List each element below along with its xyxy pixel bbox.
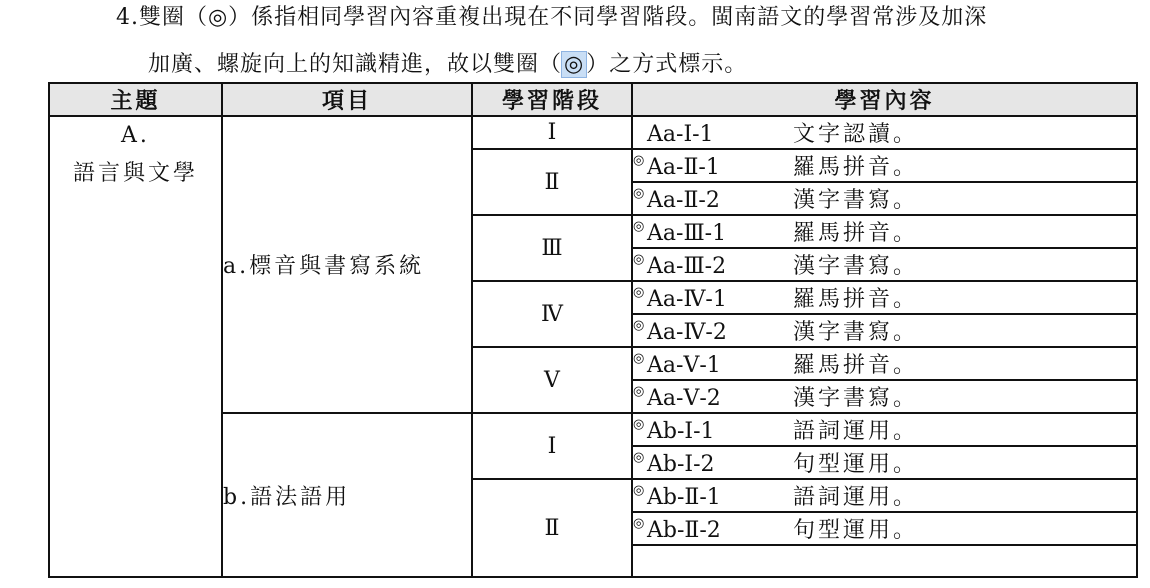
- intro-line-2-end: ）之方式標示。: [586, 52, 748, 77]
- content-code: Ab-Ⅰ-2: [647, 452, 715, 477]
- table-header-row: [49, 83, 1137, 116]
- content-code: Aa-Ⅳ-2: [647, 320, 727, 345]
- double-circle-mark: ◎: [633, 384, 645, 399]
- content-desc: 羅馬拼音。: [793, 353, 919, 378]
- theme-name: 語言與文學: [72, 161, 198, 186]
- content-desc: 語詞運用。: [793, 419, 919, 444]
- header-content: 學習內容: [632, 83, 1137, 116]
- double-circle-highlight: ◎: [564, 52, 585, 77]
- double-circle-mark: ◎: [633, 417, 645, 432]
- theme-cell: [49, 116, 222, 577]
- item-b-cell: b.語法語用: [222, 413, 472, 577]
- content-code: Aa-Ⅴ-2: [647, 386, 721, 411]
- content-cell: [632, 116, 1137, 149]
- stage-cell: Ⅲ: [472, 215, 632, 281]
- content-code: Aa-Ⅲ-2: [647, 254, 727, 279]
- double-circle-mark: ◎: [633, 153, 645, 168]
- content-code: Aa-Ⅱ-2: [647, 188, 720, 213]
- content-desc: 漢字書寫。: [793, 320, 919, 345]
- double-circle-mark: ◎: [633, 483, 645, 498]
- content-desc: 句型運用。: [793, 518, 919, 543]
- double-circle-mark: ◎: [633, 351, 645, 366]
- content-cell: [632, 314, 1137, 347]
- content-code: Ab-Ⅱ-2: [647, 518, 721, 543]
- content-desc: 文字認讀。: [793, 122, 919, 147]
- content-code: Aa-Ⅰ-1: [647, 122, 714, 147]
- content-desc: 羅馬拼音。: [793, 287, 919, 312]
- intro-line-2-text: 加廣、螺旋向上的知識精進，故以雙圈（: [148, 52, 563, 77]
- double-circle-mark: ◎: [633, 219, 645, 234]
- double-circle-mark: ◎: [633, 450, 645, 465]
- double-circle-mark: ◎: [633, 252, 645, 267]
- double-circle-mark: ◎: [633, 285, 645, 300]
- stage-cell: Ⅰ: [472, 116, 632, 149]
- content-cell: [632, 446, 1137, 479]
- content-cell: [632, 281, 1137, 314]
- content-cell: [632, 545, 1137, 577]
- content-desc: 羅馬拼音。: [793, 221, 919, 246]
- content-code: Ab-Ⅱ-1: [647, 485, 721, 510]
- double-circle-mark: ◎: [633, 318, 645, 333]
- content-cell: [632, 479, 1137, 512]
- curriculum-table: [48, 82, 1138, 578]
- intro-line-2: [148, 47, 747, 83]
- content-cell: [632, 380, 1137, 413]
- content-code: Aa-Ⅱ-1: [647, 155, 720, 180]
- content-desc: 語詞運用。: [793, 485, 919, 510]
- header-stage: 學習階段: [472, 83, 632, 116]
- content-cell: [632, 347, 1137, 380]
- stage-cell: Ⅰ: [472, 413, 632, 479]
- content-desc: 漢字書寫。: [793, 188, 919, 213]
- content-code: Ab-Ⅰ-1: [647, 419, 715, 444]
- content-code: Aa-Ⅴ-1: [647, 353, 721, 378]
- stage-cell: Ⅱ: [472, 149, 632, 215]
- content-desc: 漢字書寫。: [793, 254, 919, 279]
- content-cell: [632, 413, 1137, 446]
- content-desc: 羅馬拼音。: [793, 155, 919, 180]
- table-row: [49, 116, 1137, 149]
- item-a-cell: a.標音與書寫系統: [222, 116, 472, 413]
- content-cell: [632, 248, 1137, 281]
- content-code: Aa-Ⅲ-1: [647, 221, 727, 246]
- stage-cell: Ⅳ: [472, 281, 632, 347]
- content-desc: 句型運用。: [793, 452, 919, 477]
- content-cell: [632, 149, 1137, 182]
- theme-letter: A.: [121, 123, 150, 148]
- content-code: Aa-Ⅳ-1: [647, 287, 727, 312]
- double-circle-mark: ◎: [633, 186, 645, 201]
- content-cell: [632, 215, 1137, 248]
- content-desc: 漢字書寫。: [793, 386, 919, 411]
- intro-line-1: 4.雙圈（◎）係指相同學習內容重複出現在不同學習階段。閩南語文的學習常涉及加深: [116, 5, 988, 30]
- content-cell: [632, 512, 1137, 545]
- header-item: 項目: [222, 83, 472, 116]
- stage-cell: Ⅴ: [472, 347, 632, 413]
- header-theme: 主題: [49, 83, 222, 116]
- stage-cell: Ⅱ: [472, 479, 632, 577]
- content-cell: [632, 182, 1137, 215]
- double-circle-mark: ◎: [633, 516, 645, 531]
